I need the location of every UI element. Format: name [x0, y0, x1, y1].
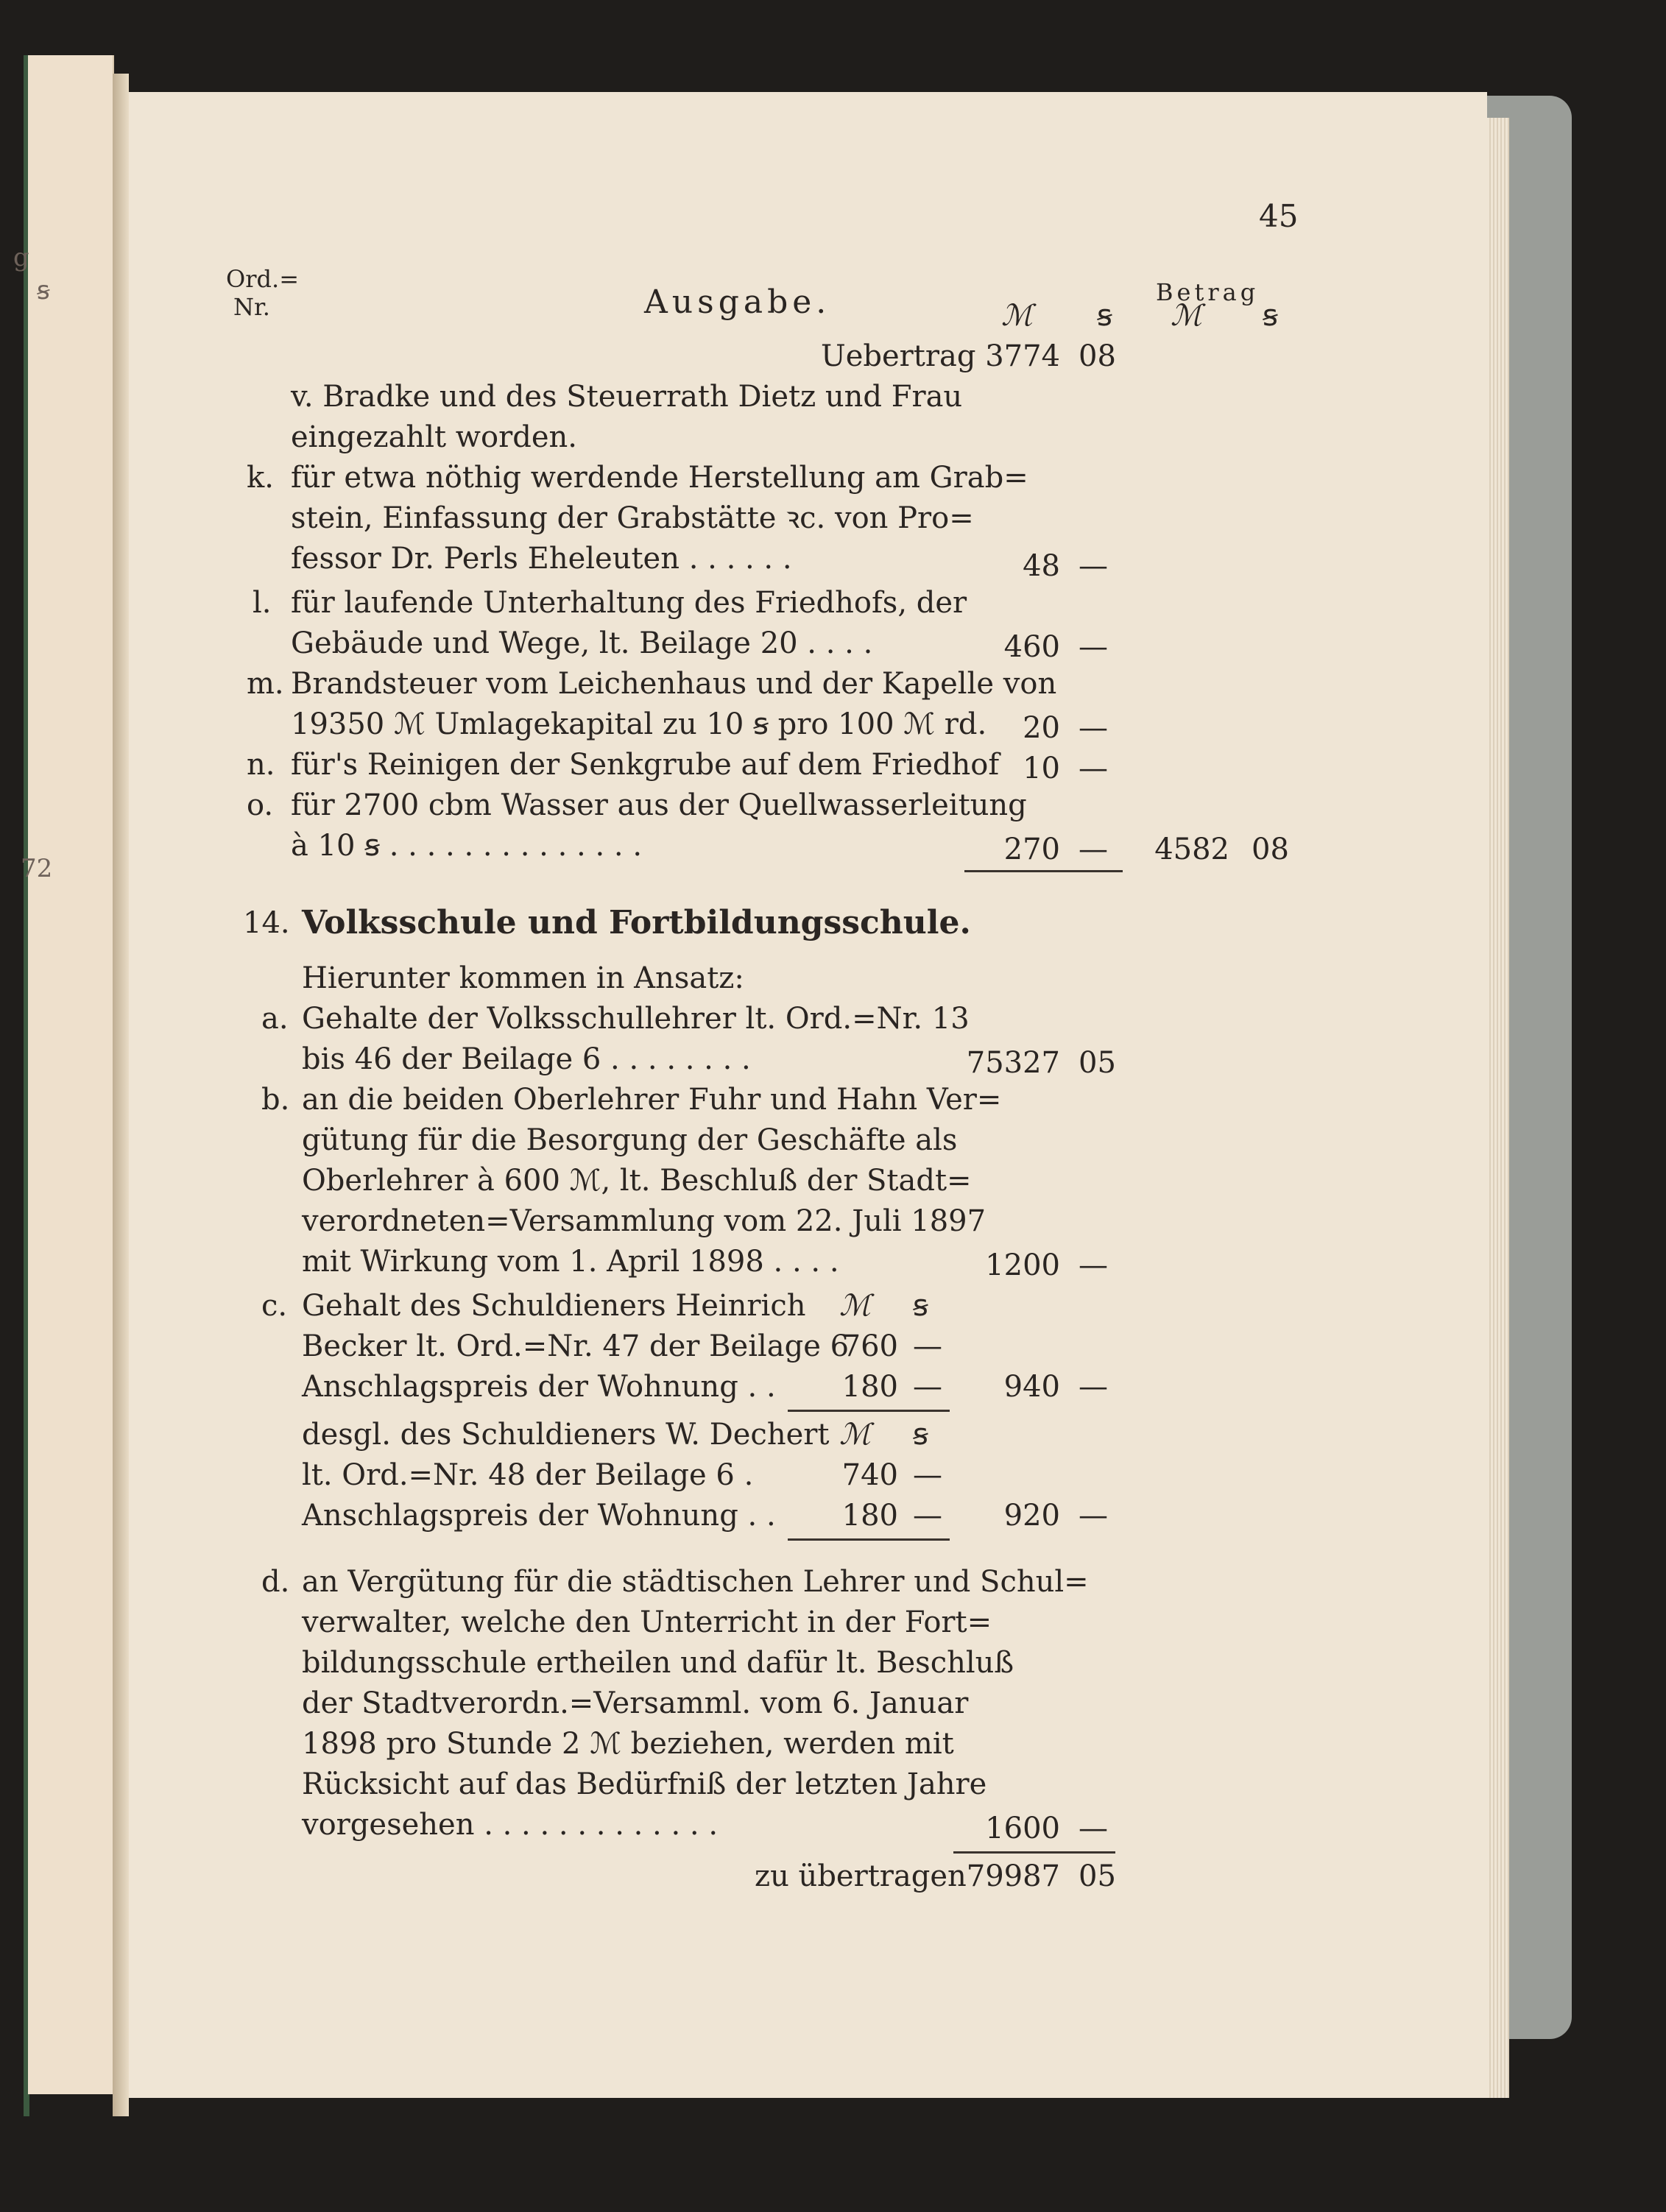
amount-mark: 460 — [1003, 630, 1060, 664]
total-pf: 08 — [1252, 833, 1289, 866]
sum-rule — [964, 870, 1123, 872]
pf-unit: ꞩ — [1097, 299, 1112, 333]
amount-pf: — — [1079, 1248, 1108, 1282]
amount-pf: — — [1079, 630, 1108, 664]
entry-ord: k. — [247, 461, 274, 495]
entry-text: für laufende Unterhaltung des Friedhofs, der — [291, 586, 967, 620]
amount-pf: — — [1079, 752, 1108, 785]
entry-text: bis 46 der Beilage 6 . . . . . . . . — [302, 1042, 751, 1076]
mark-unit: ℳ — [1001, 299, 1033, 333]
amount-mark: 48 — [1023, 549, 1060, 583]
amount-pf: — — [1079, 549, 1108, 583]
mark-unit: ℳ — [839, 1289, 871, 1323]
left-page-number: 72 — [21, 854, 53, 883]
entry-text: Becker lt. Ord.=Nr. 47 der Beilage 6 — [302, 1329, 850, 1363]
entry-text: fessor Dr. Perls Eheleuten . . . . . . — [291, 542, 792, 576]
section-number: 14. — [243, 906, 290, 940]
entry-text: verordneten=Versammlung vom 22. Juli 1897 — [302, 1204, 986, 1238]
amount-mark: 760 — [841, 1329, 898, 1363]
amount-mark: 1600 — [985, 1812, 1060, 1845]
amount-pf: 08 — [1079, 339, 1116, 373]
book-gutter — [113, 74, 129, 2116]
pf-unit: ꞩ — [1263, 299, 1278, 333]
amount-mark: 20 — [1023, 711, 1060, 745]
entry-text: Brandsteuer vom Leichenhaus und der Kapelle von — [291, 667, 1057, 701]
entry-text: für 2700 cbm Wasser aus der Quellwasserleitung — [291, 788, 1027, 822]
entry-text: desgl. des Schuldieners W. Dechert — [302, 1418, 830, 1452]
amount-pf: — — [913, 1499, 942, 1533]
entry-text: Gehalt des Schuldieners Heinrich — [302, 1289, 806, 1323]
entry-text: mit Wirkung vom 1. April 1898 . . . . — [302, 1245, 839, 1279]
ord-nr-label: Ord.= — [226, 265, 299, 293]
subtotal-rule — [788, 1410, 950, 1412]
amount-pf: — — [913, 1370, 942, 1404]
amount-mark: 180 — [841, 1499, 898, 1533]
entry-text: Anschlagspreis der Wohnung . . — [302, 1499, 776, 1533]
page-number: 45 — [1259, 198, 1299, 234]
sum-rule — [953, 1851, 1115, 1854]
entry-text: vorgesehen . . . . . . . . . . . . . — [302, 1808, 719, 1842]
amount-pf: — — [913, 1329, 942, 1363]
entry-text: der Stadtverordn.=Versamml. vom 6. Januar — [302, 1686, 969, 1720]
amount-mark: 1200 — [985, 1248, 1060, 1282]
entry-ord: o. — [247, 788, 274, 822]
entry-text: Gehalte der Volksschullehrer lt. Ord.=Nr. 13 — [302, 1002, 970, 1036]
mark-unit: ℳ — [839, 1418, 871, 1452]
entry-ord: l. — [253, 586, 272, 620]
subtotal-rule — [788, 1538, 950, 1541]
left-page-fragment: ꞩ — [37, 276, 50, 305]
ord-nr-label: Nr. — [233, 293, 270, 321]
amount-mark: 920 — [1003, 1499, 1060, 1533]
entry-ord: m. — [247, 667, 284, 701]
pf-unit: ꞩ — [913, 1418, 928, 1452]
document-page — [129, 92, 1487, 2098]
entry-text: für etwa nöthig werdende Herstellung am Grab= — [291, 461, 1028, 495]
section-heading: Volksschule und Fortbildungsschule. — [302, 904, 971, 941]
amount-pf: — — [1079, 1370, 1108, 1404]
entry-text: Anschlagspreis der Wohnung . . — [302, 1370, 776, 1404]
entry-ord: n. — [247, 748, 275, 782]
carry-in-label: Uebertrag — [821, 339, 976, 373]
left-page — [13, 55, 114, 2094]
amount-pf: 05 — [1079, 1859, 1116, 1893]
amount-mark: 79987 — [966, 1859, 1060, 1893]
entry-ord: a. — [261, 1002, 289, 1036]
mark-unit: ℳ — [1171, 299, 1202, 333]
entry-ord: d. — [261, 1565, 290, 1599]
amount-mark: 180 — [841, 1370, 898, 1404]
entry-text: Oberlehrer à 600 ℳ, lt. Beschluß der Stadt= — [302, 1164, 972, 1198]
entry-text: eingezahlt worden. — [291, 420, 577, 454]
entry-text: à 10 ꞩ . . . . . . . . . . . . . . — [291, 829, 643, 863]
amount-pf: — — [913, 1458, 942, 1492]
entry-text: 1898 pro Stunde 2 ℳ beziehen, werden mit — [302, 1727, 954, 1761]
entry-text: gütung für die Besorgung der Geschäfte als — [302, 1123, 958, 1157]
entry-text: bildungsschule ertheilen und dafür lt. Beschluß — [302, 1646, 1014, 1680]
section-intro: Hierunter kommen in Ansatz: — [302, 961, 744, 995]
left-page-fragment: g — [13, 243, 29, 272]
pf-unit: ꞩ — [913, 1289, 928, 1323]
entry-text: an die beiden Oberlehrer Fuhr und Hahn Ver= — [302, 1083, 1002, 1117]
entry-text: 19350 ℳ Umlagekapital zu 10 ꞩ pro 100 ℳ rd. — [291, 707, 987, 741]
total-mark: 4582 — [1154, 833, 1229, 866]
amount-pf: — — [1079, 833, 1108, 866]
entry-text: lt. Ord.=Nr. 48 der Beilage 6 . — [302, 1458, 754, 1492]
entry-text: Gebäude und Wege, lt. Beilage 20 . . . . — [291, 626, 873, 660]
amount-pf: — — [1079, 711, 1108, 745]
carry-out-label: zu übertragen — [755, 1859, 967, 1893]
betrag-label: Betrag — [1156, 278, 1260, 306]
entry-text: an Vergütung für die städtischen Lehrer und Schul= — [302, 1565, 1089, 1599]
entry-ord: c. — [261, 1289, 288, 1323]
amount-pf: — — [1079, 1812, 1108, 1845]
amount-mark: 940 — [1003, 1370, 1060, 1404]
entry-text: Rücksicht auf das Bedürfniß der letzten Jahre — [302, 1767, 987, 1801]
entry-text: für's Reinigen der Senkgrube auf dem Friedhof — [291, 748, 1000, 782]
amount-mark: 3774 — [985, 339, 1060, 373]
amount-mark: 270 — [1003, 833, 1060, 866]
amount-pf: 05 — [1079, 1046, 1116, 1080]
amount-mark: 75327 — [966, 1046, 1060, 1080]
amount-mark: 10 — [1023, 752, 1060, 785]
amount-pf: — — [1079, 1499, 1108, 1533]
amount-mark: 740 — [841, 1458, 898, 1492]
entry-text: verwalter, welche den Unterricht in der Fort= — [302, 1605, 992, 1639]
entry-text: v. Bradke und des Steuerrath Dietz und Frau — [291, 380, 963, 414]
section-title: Ausgabe. — [644, 283, 831, 321]
entry-ord: b. — [261, 1083, 290, 1117]
entry-text: stein, Einfassung der Grabstätte ꝛc. von Pro= — [291, 501, 974, 535]
